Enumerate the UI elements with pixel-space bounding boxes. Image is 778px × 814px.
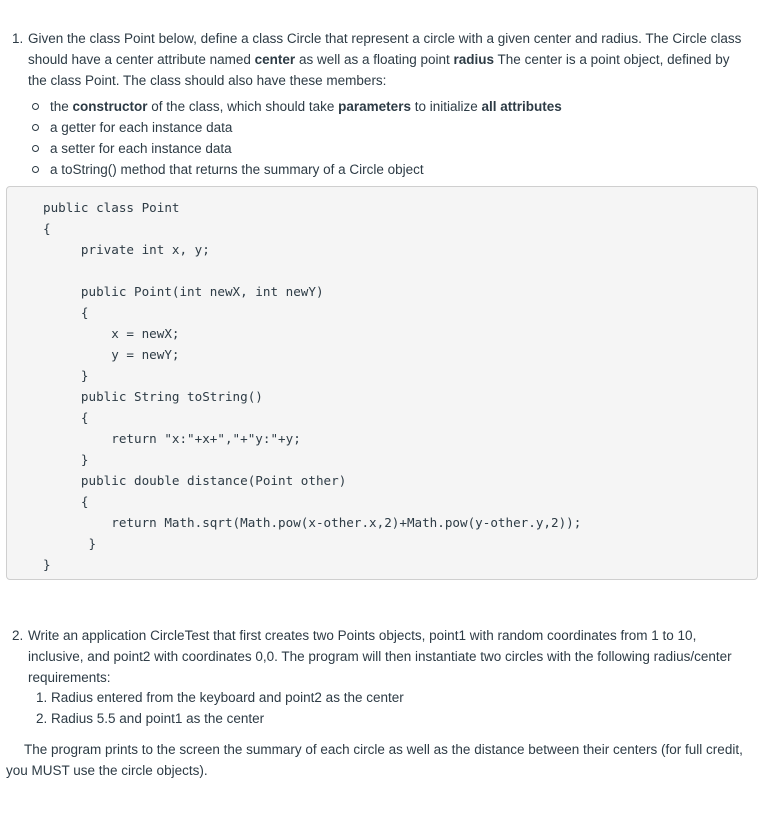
list-item: 2. Radius 5.5 and point1 as the center	[36, 711, 265, 726]
final-instructions: The program prints to the screen the summary of each circle as well as the distance between their centers (for full credit, you MUST use the circle objects).	[6, 742, 743, 778]
text: to initialize	[410, 99, 482, 114]
text: of the class, which should take	[147, 99, 339, 114]
point-class-code: public class Point { private int x, y; public Point(int newX, int newY) { x = newX; y = newY; } public String toString() { return "x:"+x+","+"y:"+y; } public double distance(Point other) { return Math.sqrt(Math.pow(x-other.x,2)+Math.pow(y-other.y,2)); } }	[43, 200, 582, 572]
question-1-text	[28, 28, 742, 91]
question-2-number: 2.	[12, 628, 24, 643]
question-1-number: 1.	[12, 31, 24, 46]
text: the	[50, 99, 73, 114]
bold-text: all attributes	[481, 99, 562, 114]
q1-text-part: The center is a point object, defined by the class Point. The class should also have these members:	[28, 52, 730, 88]
list-item: a getter for each instance data	[32, 117, 562, 138]
q1-bold-radius: radius	[453, 52, 495, 67]
q1-text-part: Given the class Point below, define a class Circle that represent a circle with a given center and radius. The Circle class should have a center attribute named	[28, 31, 742, 67]
question-1	[12, 28, 742, 91]
q1-text-part: as well as a floating point	[295, 52, 454, 67]
bold-text: parameters	[338, 99, 411, 114]
q1-bold-center: center	[254, 52, 296, 67]
list-item: a setter for each instance data	[32, 138, 562, 159]
list-item: 1. Radius entered from the keyboard and point2 as the center	[36, 690, 404, 705]
question-2-text: Write an application CircleTest that first creates two Points objects, point1 with random coordinates from 1 to 10, inclusive, and point2 with coordinates 0,0. The program will then instantiate two circles with the following radius/center requirements:	[28, 628, 732, 685]
requirements-ordered-list	[36, 687, 404, 729]
list-item: a toString() method that returns the summary of a Circle object	[32, 159, 562, 180]
code-block	[6, 186, 758, 580]
bold-text: constructor	[72, 99, 148, 114]
list-item	[32, 96, 562, 117]
requirements-list	[32, 96, 562, 180]
question-2	[12, 625, 752, 688]
